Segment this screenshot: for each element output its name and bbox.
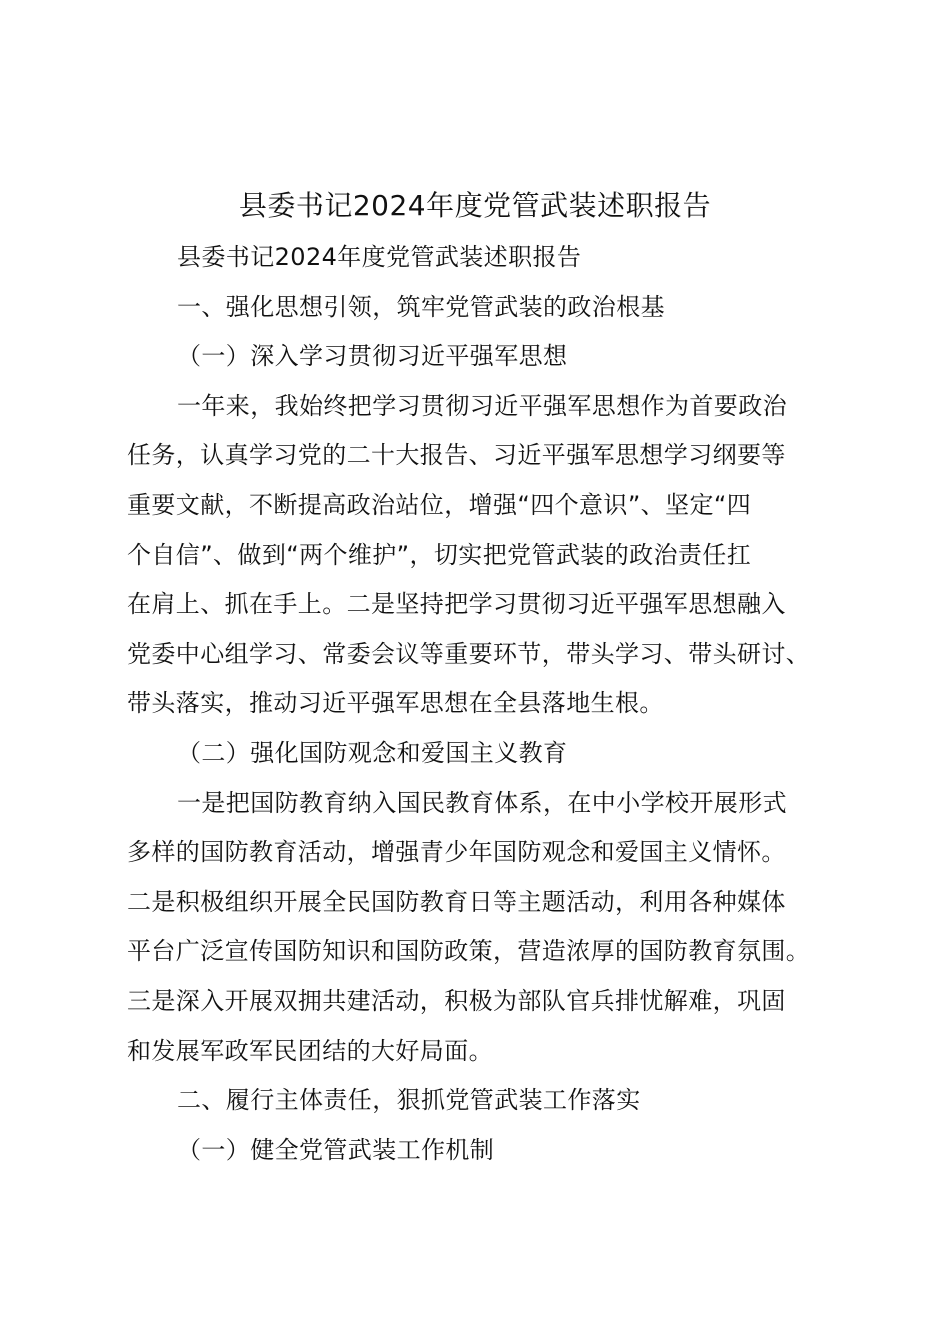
subsection-heading: （一）健全党管武装工作机制 — [177, 1135, 495, 1164]
text-line: 在肩上、抓在手上。二是坚持把学习贯彻习近平强军思想融入 — [127, 590, 786, 619]
text-line: 党委中心组学习、常委会议等重要环节，带头学习、带头研讨、 — [127, 639, 811, 668]
text-line: 一年来，我始终把学习贯彻习近平强军思想作为首要政治 — [177, 391, 787, 420]
text-line: 带头落实，推动习近平强军思想在全县落地生根。 — [127, 689, 664, 718]
text-line: 二是积极组织开展全民国防教育日等主题活动，利用各种媒体 — [127, 887, 786, 916]
section-heading: 二、履行主体责任，狠抓党管武装工作落实 — [177, 1086, 641, 1115]
document-title: 县委书记2024年度党管武装述职报告 — [238, 189, 712, 222]
text-line: 重要文献，不断提高政治站位，增强“四个意识”、坚定“四 — [127, 490, 752, 519]
text-line: 县委书记2024年度党管武装述职报告 — [177, 243, 582, 271]
text-line: 任务，认真学习党的二十大报告、习近平强军思想学习纲要等 — [127, 441, 786, 470]
text-line: 一是把国防教育纳入国民教育体系，在中小学校开展形式 — [177, 788, 787, 817]
text-line: 和发展军政军民团结的大好局面。 — [127, 1036, 493, 1065]
text-line: 三是深入开展双拥共建活动，积极为部队官兵排忧解难，巩固 — [127, 986, 786, 1015]
text-line: 个自信”、做到“两个维护”，切实把党管武装的政治责任扛 — [127, 540, 752, 569]
document-body — [127, 233, 847, 1175]
subsection-heading: （二）强化国防观念和爱国主义教育 — [177, 738, 568, 767]
text-line: 多样的国防教育活动，增强青少年国防观念和爱国主义情怀。 — [127, 838, 786, 867]
text-line: 平台广泛宣传国防知识和国防政策，营造浓厚的国防教育氛围。 — [127, 937, 811, 966]
subsection-heading: （一）深入学习贯彻习近平强军思想 — [177, 342, 568, 371]
section-heading: 一、强化思想引领，筑牢党管武装的政治根基 — [177, 292, 665, 321]
